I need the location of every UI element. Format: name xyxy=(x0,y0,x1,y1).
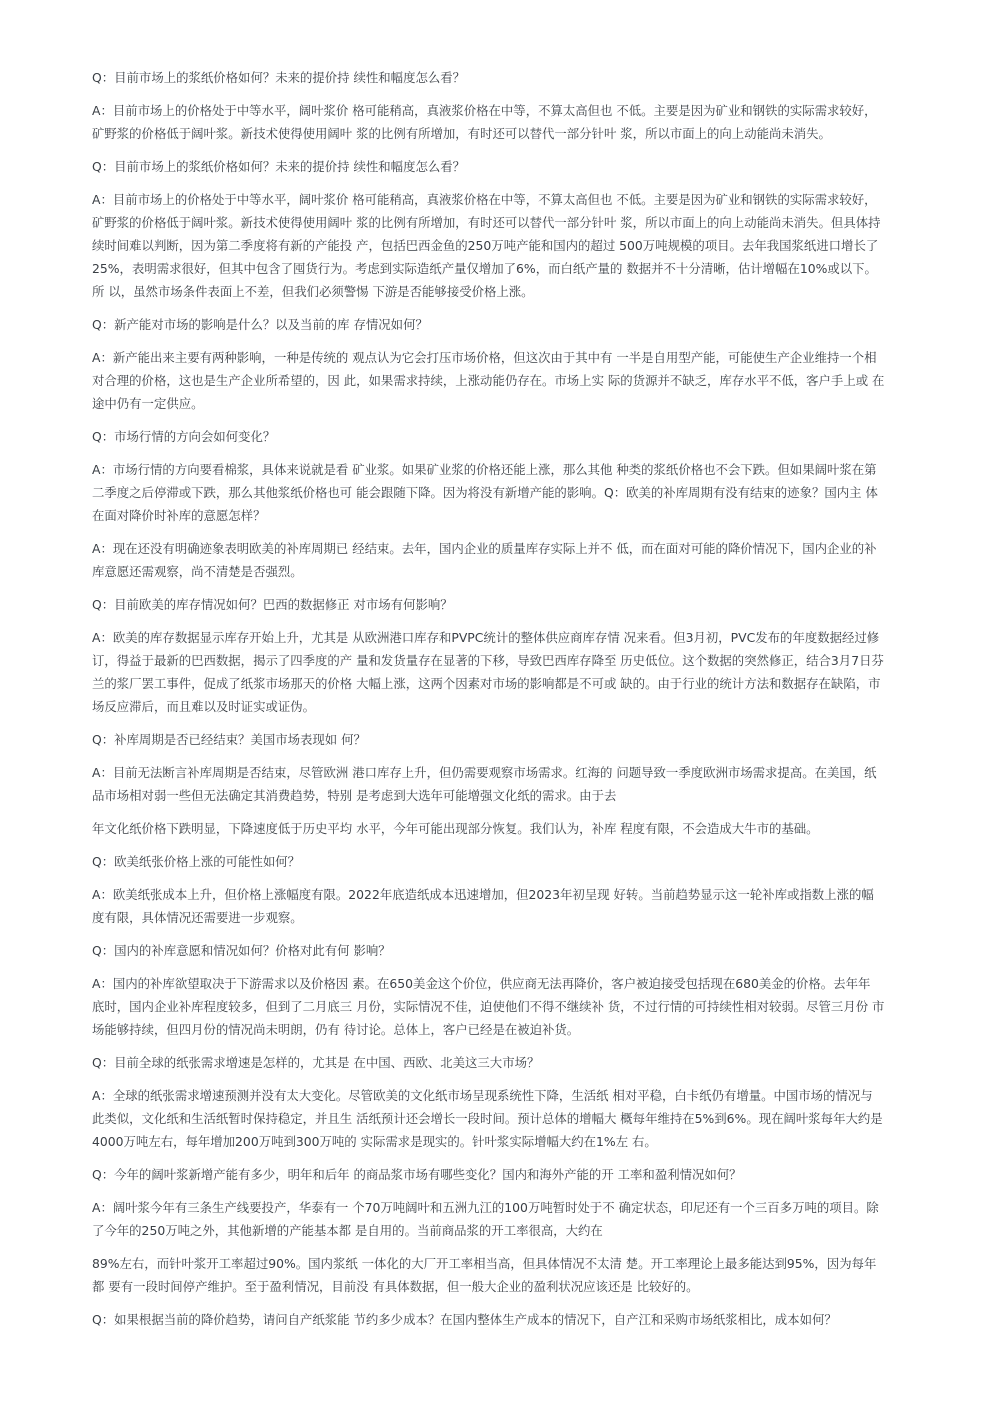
answer-2: A：目前市场上的价格处于中等水平，阔叶浆价 格可能稍高，真液浆价格在中等，不算太高但也 不低。主要是因为矿业和钢铁的实际需求较好， 矿野浆的价格低于阔叶浆。新技术使得使用阔叶 浆的比例有所增加，有时还可以替代一部分针叶 浆，所以市面上的向上动能尚未消失。但具体持 续时间难以判断，因为第二季度将有新的产能投 产，包括巴西金鱼的250万吨产能和国内的超过 500万吨规模的项目。去年我国浆纸进口增长了 25%，表明需求很好，但其中包含了囤货行为。考虑到实际造纸产量仅增加了6%，而白纸产量的 数据并不十分清晰，估计增幅在10%或以下。 所 以，虽然市场条件表面上不差，但我们必须警惕 下游是否能够接受价格上涨。 xyxy=(92,192,881,299)
question-3: Q：新产能对市场的影响是什么？以及当前的库 存情况如何？ xyxy=(92,317,428,332)
answer-6: A：欧美的库存数据显示库存开始上升，尤其是 从欧洲港口库存和PVPC统计的整体供应商库存情 况来看。但3月初，PVC发布的年度数据经过修 订，得益于最新的巴西数据，揭示了四季度的产 量和发货量存在显著的下移，导致巴西库存降至 历史低位。这个数据的突然修正，结合3月7日芬 兰的浆厂罢工事件，促成了纸浆市场那天的价格 大幅上涨，这两个因素对市场的影响都是不可或 缺的。由于行业的统计方法和数据存在缺陷，市 场反应滞后，而且难以及时证实或证伪。 xyxy=(92,630,884,714)
answer-7-continued: 年文化纸价格下跌明显，下降速度低于历史平均 水平，今年可能出现部分恢复。我们认为，补库 程度有限，不会造成大牛市的基础。 xyxy=(92,821,819,836)
answer-11-continued: 89%左右，而针叶浆开工率超过90%。国内浆纸 一体化的大厂开工率相当高，但具体情况不太清 楚。开工率理论上最多能达到95%，因为每年 都 要有一段时间停产维护。至于盈利情况，目前没 有具体数据，但一般大企业的盈利状况应该还是 比较好的。 xyxy=(92,1256,877,1294)
answer-9: A：国内的补库欲望取决于下游需求以及价格因 素。在650美金这个价位，供应商无法再降价，客户被迫接受包括现在680美金的价格。去年年 底时，国内企业补库程度较多，但到了二月底三 月份，实际情况不佳，迫使他们不得不继续补 货，不过行情的可持续性相对较弱。尽管三月份 市 场能够持续，但四月份的情况尚未明朗，仍有 待讨论。总体上，客户已经是在被迫补货。 xyxy=(92,976,885,1037)
question-12: Q：如果根据当前的降价趋势，请问自产纸浆能 节约多少成本？在国内整体生产成本的情况下，自产江和采购市场纸浆相比，成本如何？ xyxy=(92,1312,837,1327)
question-7: Q：补库周期是否已经结束？美国市场表现如 何？ xyxy=(92,732,366,747)
question-11: Q：今年的阔叶浆新增产能有多少，明年和后年 的商品浆市场有哪些变化？国内和海外产能的开 工率和盈利情况如何？ xyxy=(92,1167,742,1182)
question-1: Q：目前市场上的浆纸价格如何？未来的提价持 续性和幅度怎么看？ xyxy=(92,70,466,85)
question-10: Q：目前全球的纸张需求增速是怎样的，尤其是 在中国、西欧、北美这三大市场？ xyxy=(92,1055,540,1070)
answer-10: A：全球的纸张需求增速预测并没有太大变化。尽管欧美的文化纸市场呈现系统性下降，生活纸 相对平稳，白卡纸仍有增量。中国市场的情况与 此类似，文化纸和生活纸暂时保持稳定，并且生 活纸预计还会增长一段时间。预计总体的增幅大 概每年维持在5%到6%。现在阔叶浆每年大约是 4000万吨左右，每年增加200万吨到300万吨的 实际需求是现实的。针叶浆实际增幅大约在1%左 右。 xyxy=(92,1088,883,1149)
question-9: Q：国内的补库意愿和情况如何？价格对此有何 影响？ xyxy=(92,943,391,958)
answer-1: A：目前市场上的价格处于中等水平，阔叶浆价 格可能稍高，真液浆价格在中等，不算太高但也 不低。主要是因为矿业和钢铁的实际需求较好， 矿野浆的价格低于阔叶浆。新技术使得使用阔叶 浆的比例有所增加，有时还可以替代一部分针叶 浆，所以市面上的向上动能尚未消失。 xyxy=(92,103,877,141)
answer-11: A：阔叶浆今年有三条生产线要投产，华泰有一 个70万吨阔叶和五洲九江的100万吨暂时处于不 确定状态，印尼还有一个三百多万吨的项目。除 了今年的250万吨之外，其他新增的产能基本都 是自用的。当前商品浆的开工率很高，大约在 xyxy=(92,1200,879,1238)
question-2: Q：目前市场上的浆纸价格如何？未来的提价持 续性和幅度怎么看？ xyxy=(92,159,466,174)
question-4: Q：市场行情的方向会如何变化？ xyxy=(92,429,276,444)
answer-8: A：欧美纸张成本上升，但价格上涨幅度有限。2022年底造纸成本迅速增加，但2023年初呈现 好转。当前趋势显示这一轮补库或指数上涨的幅 度有限，具体情况还需要进一步观察。 xyxy=(92,887,874,925)
answer-5: A：现在还没有明确迹象表明欧美的补库周期已 经结束。去年，国内企业的质量库存实际上并不 低，而在面对可能的降价情况下，国内企业的补 库意愿还需观察，尚不清楚是否强烈。 xyxy=(92,541,877,579)
question-6: Q：目前欧美的库存情况如何？巴西的数据修正 对市场有何影响？ xyxy=(92,597,453,612)
answer-3: A：新产能出来主要有两种影响，一种是传统的 观点认为它会打压市场价格，但这次由于其中有 一半是自用型产能，可能使生产企业维持一个相 对合理的价格，这也是生产企业所希望的，因 此，如果需求持续，上涨动能仍存在。市场上实 际的货源并不缺乏，库存水平不低，客户手上或 在 途中仍有一定供应。 xyxy=(92,350,885,411)
question-8: Q：欧美纸张价格上涨的可能性如何？ xyxy=(92,854,301,869)
answer-7: A：目前无法断言补库周期是否结束，尽管欧洲 港口库存上升，但仍需要观察市场需求。红海的 问题导致一季度欧洲市场需求提高。在美国，纸 品市场相对弱一些但无法确定其消费趋势，特别 是考虑到大选年可能增强文化纸的需求。由于去 xyxy=(92,765,877,803)
answer-4: A：市场行情的方向要看棉浆，具体来说就是看 矿业浆。如果矿业浆的价格还能上涨，那么其他 种类的浆纸价格也不会下跌。但如果阔叶浆在第 二季度之后停滞或下跌，那么其他浆纸价格也可 能会跟随下降。因为将没有新增产能的影响。Q：欧美的补库周期有没有结束的迹象？国内主 体 在面对降价时补库的意愿怎样？ xyxy=(92,462,878,523)
